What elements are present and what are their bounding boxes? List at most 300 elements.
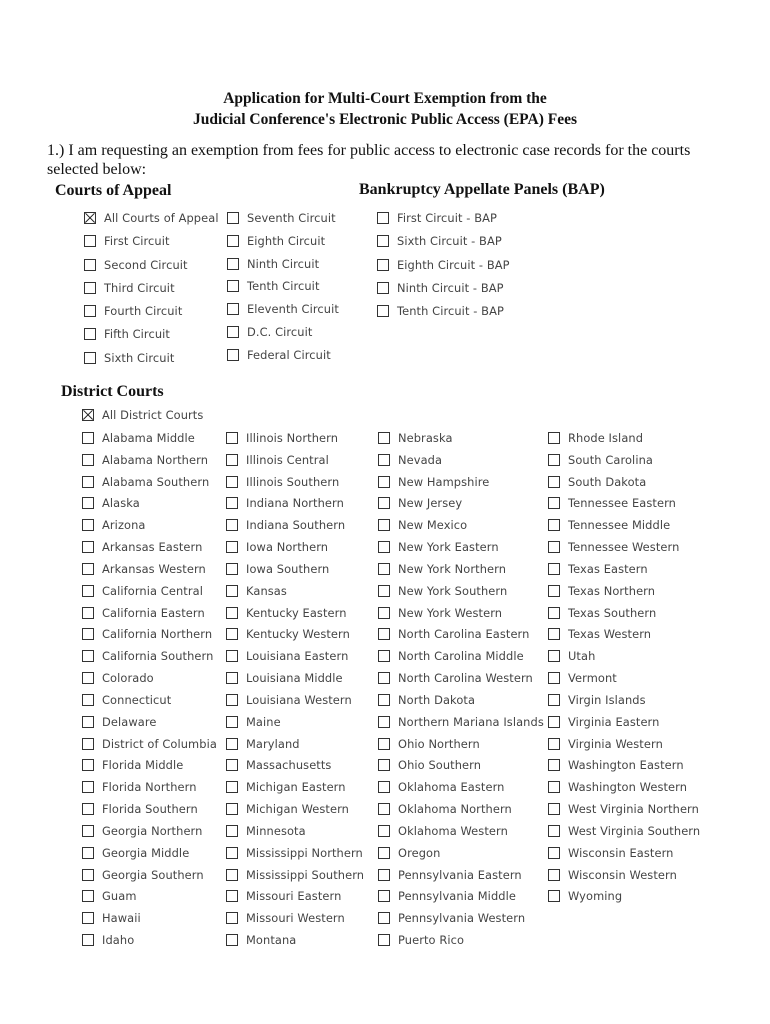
checkbox-icon[interactable] <box>378 476 390 488</box>
court-option-idaho[interactable] <box>82 933 134 947</box>
court-option-label: Idaho <box>102 933 135 948</box>
court-option-all-district-courts[interactable] <box>82 408 203 422</box>
court-option-label: Third Circuit <box>104 281 175 295</box>
court-option-federal-circuit[interactable] <box>227 348 331 362</box>
checkbox-icon[interactable] <box>378 541 390 553</box>
form-title <box>0 88 770 130</box>
court-option-label: North Carolina Western <box>398 671 533 686</box>
court-option-label: California Central <box>102 583 203 598</box>
court-option-virginia-western[interactable] <box>548 737 663 751</box>
checkbox-icon[interactable] <box>548 781 560 793</box>
court-option-connecticut[interactable] <box>82 693 171 707</box>
court-option-label: Washington Eastern <box>568 758 684 773</box>
checkbox-icon[interactable] <box>548 519 560 531</box>
checkbox-icon[interactable] <box>82 759 94 771</box>
court-option-montana[interactable] <box>226 933 296 947</box>
checkbox-icon[interactable] <box>378 934 390 946</box>
court-option-massachusetts[interactable] <box>226 758 331 772</box>
checkbox-icon[interactable] <box>226 912 238 924</box>
court-option-virgin-islands[interactable] <box>548 693 646 707</box>
court-option-label: Ohio Southern <box>398 758 482 773</box>
checkbox-icon[interactable] <box>82 803 94 815</box>
checkbox-icon[interactable] <box>377 305 389 317</box>
checkbox-icon[interactable] <box>548 497 560 509</box>
court-option-wisconsin-western[interactable] <box>548 868 677 882</box>
court-option-oklahoma-northern[interactable] <box>378 802 512 816</box>
checkbox-icon[interactable] <box>548 694 560 706</box>
checkbox-icon[interactable] <box>226 847 238 859</box>
checkbox-icon[interactable] <box>227 212 239 224</box>
court-option-alabama-middle[interactable] <box>82 431 195 445</box>
checkbox-icon[interactable] <box>226 738 238 750</box>
checkbox-icon[interactable] <box>226 585 238 597</box>
district-courts-heading: District Courts <box>61 383 164 400</box>
court-option-north-carolina-middle[interactable] <box>378 649 524 663</box>
court-option-label: Pennsylvania Eastern <box>398 867 522 882</box>
checkbox-icon[interactable] <box>84 259 96 271</box>
court-option-label: Oklahoma Northern <box>398 802 512 817</box>
court-option-wisconsin-eastern[interactable] <box>548 846 674 860</box>
checkbox-icon[interactable] <box>377 235 389 247</box>
checkbox-icon[interactable] <box>84 282 96 294</box>
checkbox-icon[interactable] <box>378 628 390 640</box>
checkbox-icon[interactable] <box>226 628 238 640</box>
court-option-california-southern[interactable] <box>82 649 213 663</box>
checkbox-icon[interactable] <box>226 454 238 466</box>
court-option-guam[interactable] <box>82 889 137 903</box>
court-option-label: Tennessee Eastern <box>568 496 676 511</box>
checkbox-icon[interactable] <box>227 235 239 247</box>
checkbox-icon[interactable] <box>82 672 94 684</box>
court-option-pennsylvania-middle[interactable] <box>378 889 516 903</box>
court-option-label: Utah <box>568 649 596 664</box>
checkbox-icon[interactable] <box>226 541 238 553</box>
checkbox-icon[interactable] <box>378 781 390 793</box>
court-option-alaska[interactable] <box>82 496 140 510</box>
court-option-district-of-columbia[interactable] <box>82 737 217 751</box>
court-option-kentucky-eastern[interactable] <box>226 606 347 620</box>
court-option-label: Georgia Middle <box>102 845 190 860</box>
court-option-south-dakota[interactable] <box>548 475 646 489</box>
court-option-eighth-circuit-bap[interactable] <box>377 258 510 272</box>
checkbox-icon[interactable] <box>82 497 94 509</box>
checkbox-icon[interactable] <box>378 694 390 706</box>
court-option-label: Vermont <box>568 671 617 686</box>
court-option-louisiana-eastern[interactable] <box>226 649 348 663</box>
checkbox-icon[interactable] <box>82 650 94 662</box>
court-option-west-virginia-northern[interactable] <box>548 802 699 816</box>
checkbox-icon[interactable] <box>226 476 238 488</box>
checkbox-icon[interactable] <box>378 912 390 924</box>
court-option-illinois-southern[interactable] <box>226 475 339 489</box>
court-option-missouri-eastern[interactable] <box>226 889 341 903</box>
court-option-oklahoma-eastern[interactable] <box>378 780 504 794</box>
court-option-tenth-circuit-bap[interactable] <box>377 304 504 318</box>
court-option-label: Iowa Southern <box>246 561 330 576</box>
court-option-seventh-circuit[interactable] <box>227 211 336 225</box>
court-option-label: New Hampshire <box>398 474 490 489</box>
checkbox-icon[interactable] <box>548 541 560 553</box>
court-option-fourth-circuit[interactable] <box>84 304 182 318</box>
court-option-label: Mississippi Northern <box>246 845 363 860</box>
checkbox-icon[interactable] <box>548 869 560 881</box>
checkbox-icon[interactable] <box>82 781 94 793</box>
court-option-first-circuit-bap[interactable] <box>377 211 497 225</box>
checkbox-icon[interactable] <box>548 432 560 444</box>
court-option-label: Fifth Circuit <box>104 327 170 341</box>
court-option-utah[interactable] <box>548 649 595 663</box>
court-option-tenth-circuit[interactable] <box>227 279 320 293</box>
court-option-label: North Dakota <box>398 692 476 707</box>
court-option-michigan-western[interactable] <box>226 802 349 816</box>
court-option-label: Eleventh Circuit <box>247 302 339 316</box>
checkbox-icon[interactable] <box>548 738 560 750</box>
court-option-south-carolina[interactable] <box>548 453 653 467</box>
court-option-pennsylvania-eastern[interactable] <box>378 868 522 882</box>
court-option-nebraska[interactable] <box>378 431 453 445</box>
checkbox-icon[interactable] <box>226 803 238 815</box>
court-option-label: Oklahoma Eastern <box>398 780 505 795</box>
checkbox-icon[interactable] <box>548 650 560 662</box>
checkbox-icon[interactable] <box>378 563 390 575</box>
court-option-florida-middle[interactable] <box>82 758 183 772</box>
court-option-eleventh-circuit[interactable] <box>227 302 339 316</box>
court-option-west-virginia-southern[interactable] <box>548 824 700 838</box>
checkbox-icon[interactable] <box>84 352 96 364</box>
court-option-label: California Northern <box>102 627 213 642</box>
court-option-d-c-circuit[interactable] <box>227 325 312 339</box>
court-option-maine[interactable] <box>226 715 281 729</box>
checkbox-icon[interactable] <box>548 607 560 619</box>
checkbox-icon[interactable] <box>548 716 560 728</box>
checkbox-icon[interactable] <box>378 890 390 902</box>
checkbox-icon[interactable] <box>227 258 239 270</box>
court-option-new-york-southern[interactable] <box>378 584 507 598</box>
court-option-label: Second Circuit <box>104 258 188 272</box>
checkbox-icon[interactable] <box>82 628 94 640</box>
court-option-sixth-circuit-bap[interactable] <box>377 234 502 248</box>
court-option-label: Iowa Northern <box>246 540 329 555</box>
checkbox-icon[interactable] <box>82 847 94 859</box>
checkbox-checked-icon[interactable] <box>84 212 96 224</box>
court-option-virginia-eastern[interactable] <box>548 715 659 729</box>
court-option-north-carolina-western[interactable] <box>378 671 533 685</box>
court-option-label: All District Courts <box>102 408 204 422</box>
court-option-label: Wisconsin Western <box>568 867 677 882</box>
court-option-label: Tennessee Western <box>568 540 680 555</box>
court-option-colorado[interactable] <box>82 671 154 685</box>
court-option-tennessee-eastern[interactable] <box>548 496 676 510</box>
court-option-washington-eastern[interactable] <box>548 758 684 772</box>
court-option-indiana-southern[interactable] <box>226 518 345 532</box>
checkbox-icon[interactable] <box>377 259 389 271</box>
checkbox-icon[interactable] <box>82 541 94 553</box>
court-option-third-circuit[interactable] <box>84 281 175 295</box>
court-option-new-mexico[interactable] <box>378 518 467 532</box>
court-option-north-carolina-eastern[interactable] <box>378 627 529 641</box>
court-option-alabama-southern[interactable] <box>82 475 209 489</box>
court-option-alabama-northern[interactable] <box>82 453 208 467</box>
checkbox-icon[interactable] <box>84 328 96 340</box>
checkbox-icon[interactable] <box>378 650 390 662</box>
checkbox-icon[interactable] <box>548 476 560 488</box>
court-option-mississippi-northern[interactable] <box>226 846 363 860</box>
bap-heading: Bankruptcy Appellate Panels (BAP) <box>359 181 605 198</box>
checkbox-icon[interactable] <box>82 432 94 444</box>
court-option-maryland[interactable] <box>226 737 300 751</box>
checkbox-icon[interactable] <box>548 759 560 771</box>
checkbox-icon[interactable] <box>378 497 390 509</box>
checkbox-icon[interactable] <box>378 432 390 444</box>
checkbox-icon[interactable] <box>82 825 94 837</box>
court-option-label: Tennessee Middle <box>568 518 671 533</box>
court-option-label: Kansas <box>246 583 287 598</box>
checkbox-icon[interactable] <box>84 305 96 317</box>
court-option-label: West Virginia Southern <box>568 823 701 838</box>
court-option-new-hampshire[interactable] <box>378 475 489 489</box>
checkbox-icon[interactable] <box>378 825 390 837</box>
court-option-illinois-northern[interactable] <box>226 431 338 445</box>
checkbox-icon[interactable] <box>378 454 390 466</box>
court-option-label: Louisiana Middle <box>246 671 343 686</box>
court-option-label: Eighth Circuit <box>247 234 326 248</box>
court-option-label: Washington Western <box>568 780 688 795</box>
court-option-florida-southern[interactable] <box>82 802 198 816</box>
court-option-arkansas-eastern[interactable] <box>82 540 202 554</box>
checkbox-icon[interactable] <box>82 869 94 881</box>
court-option-northern-mariana-islands[interactable] <box>378 715 544 729</box>
checkbox-icon[interactable] <box>82 519 94 531</box>
checkbox-icon[interactable] <box>226 432 238 444</box>
court-option-oklahoma-western[interactable] <box>378 824 508 838</box>
court-option-label: Kentucky Eastern <box>246 605 347 620</box>
court-option-label: Arkansas Western <box>102 561 206 576</box>
court-option-washington-western[interactable] <box>548 780 687 794</box>
checkbox-icon[interactable] <box>226 890 238 902</box>
court-option-label: D.C. Circuit <box>247 325 313 339</box>
court-option-new-jersey[interactable] <box>378 496 462 510</box>
checkbox-icon[interactable] <box>378 672 390 684</box>
court-option-kentucky-western[interactable] <box>226 627 350 641</box>
court-option-label: Guam <box>102 889 137 904</box>
court-option-label: Ohio Northern <box>398 736 480 751</box>
court-option-north-dakota[interactable] <box>378 693 475 707</box>
checkbox-icon[interactable] <box>226 563 238 575</box>
checkbox-icon[interactable] <box>548 847 560 859</box>
checkbox-icon[interactable] <box>226 869 238 881</box>
court-option-louisiana-middle[interactable] <box>226 671 343 685</box>
court-option-label: South Dakota <box>568 474 647 489</box>
court-option-label: Virgin Islands <box>568 692 646 707</box>
court-option-california-central[interactable] <box>82 584 203 598</box>
court-option-label: Alaska <box>102 496 140 511</box>
checkbox-icon[interactable] <box>548 585 560 597</box>
court-option-label: Federal Circuit <box>247 348 331 362</box>
court-option-label: Minnesota <box>246 823 306 838</box>
checkbox-icon[interactable] <box>226 519 238 531</box>
checkbox-icon[interactable] <box>226 825 238 837</box>
checkbox-icon[interactable] <box>82 890 94 902</box>
court-option-hawaii[interactable] <box>82 911 141 925</box>
court-option-label: Michigan Eastern <box>246 780 346 795</box>
court-option-label: Fourth Circuit <box>104 304 183 318</box>
court-option-wyoming[interactable] <box>548 889 622 903</box>
checkbox-icon[interactable] <box>226 759 238 771</box>
checkbox-icon[interactable] <box>378 738 390 750</box>
court-option-fifth-circuit[interactable] <box>84 327 170 341</box>
court-option-label: Missouri Eastern <box>246 889 342 904</box>
checkbox-icon[interactable] <box>82 607 94 619</box>
court-option-new-york-northern[interactable] <box>378 562 506 576</box>
court-option-mississippi-southern[interactable] <box>226 868 364 882</box>
checkbox-icon[interactable] <box>548 672 560 684</box>
court-option-ninth-circuit-bap[interactable] <box>377 281 504 295</box>
checkbox-icon[interactable] <box>227 303 239 315</box>
court-option-arkansas-western[interactable] <box>82 562 206 576</box>
court-option-all-courts-of-appeal[interactable] <box>84 211 219 225</box>
checkbox-icon[interactable] <box>226 694 238 706</box>
request-statement: 1.) I am requesting an exemption from fees for public access to electronic case records for the courts selected below: <box>47 142 691 178</box>
checkbox-icon[interactable] <box>227 326 239 338</box>
checkbox-icon[interactable] <box>82 585 94 597</box>
court-option-label: California Southern <box>102 649 214 664</box>
court-option-label: Tenth Circuit <box>247 279 320 293</box>
court-option-label: Montana <box>246 933 297 948</box>
checkbox-icon[interactable] <box>226 650 238 662</box>
court-option-label: Florida Middle <box>102 758 184 773</box>
court-option-label: Oklahoma Western <box>398 823 508 838</box>
court-option-first-circuit[interactable] <box>84 234 170 248</box>
court-option-illinois-central[interactable] <box>226 453 329 467</box>
checkbox-icon[interactable] <box>84 235 96 247</box>
checkbox-icon[interactable] <box>377 212 389 224</box>
checkbox-icon[interactable] <box>548 890 560 902</box>
court-option-texas-southern[interactable] <box>548 606 656 620</box>
checkbox-icon[interactable] <box>548 454 560 466</box>
checkbox-icon[interactable] <box>378 847 390 859</box>
court-option-pennsylvania-western[interactable] <box>378 911 525 925</box>
court-option-texas-eastern[interactable] <box>548 562 648 576</box>
checkbox-icon[interactable] <box>82 738 94 750</box>
court-option-sixth-circuit[interactable] <box>84 351 174 365</box>
court-option-new-york-western[interactable] <box>378 606 502 620</box>
checkbox-icon[interactable] <box>82 454 94 466</box>
court-option-puerto-rico[interactable] <box>378 933 464 947</box>
court-option-label: Eighth Circuit - BAP <box>397 258 510 272</box>
court-option-georgia-northern[interactable] <box>82 824 202 838</box>
court-option-label: North Carolina Middle <box>398 649 524 664</box>
checkbox-icon[interactable] <box>82 476 94 488</box>
checkbox-checked-icon[interactable] <box>82 409 94 421</box>
court-option-vermont[interactable] <box>548 671 617 685</box>
court-option-oregon[interactable] <box>378 846 440 860</box>
court-option-georgia-southern[interactable] <box>82 868 204 882</box>
court-option-kansas[interactable] <box>226 584 287 598</box>
court-option-second-circuit[interactable] <box>84 258 188 272</box>
checkbox-icon[interactable] <box>378 803 390 815</box>
court-option-label: Ninth Circuit <box>247 257 320 271</box>
checkbox-icon[interactable] <box>548 825 560 837</box>
court-option-label: Tenth Circuit - BAP <box>397 304 504 318</box>
court-option-label: New Mexico <box>398 518 468 533</box>
court-option-louisiana-western[interactable] <box>226 693 352 707</box>
court-option-minnesota[interactable] <box>226 824 306 838</box>
court-option-florida-northern[interactable] <box>82 780 197 794</box>
checkbox-icon[interactable] <box>548 803 560 815</box>
court-option-california-eastern[interactable] <box>82 606 205 620</box>
court-option-label: Hawaii <box>102 911 141 926</box>
checkbox-icon[interactable] <box>226 672 238 684</box>
checkbox-icon[interactable] <box>82 694 94 706</box>
court-option-label: Alabama Northern <box>102 452 209 467</box>
court-option-label: South Carolina <box>568 452 653 467</box>
court-option-label: Delaware <box>102 714 157 729</box>
court-option-nevada[interactable] <box>378 453 442 467</box>
checkbox-icon[interactable] <box>378 585 390 597</box>
checkbox-icon[interactable] <box>82 563 94 575</box>
court-option-label: Maryland <box>246 736 300 751</box>
checkbox-icon[interactable] <box>227 280 239 292</box>
court-option-ohio-northern[interactable] <box>378 737 480 751</box>
court-option-texas-western[interactable] <box>548 627 651 641</box>
court-option-iowa-southern[interactable] <box>226 562 329 576</box>
court-option-tennessee-middle[interactable] <box>548 518 670 532</box>
court-option-delaware[interactable] <box>82 715 156 729</box>
checkbox-icon[interactable] <box>378 519 390 531</box>
checkbox-icon[interactable] <box>378 716 390 728</box>
courts-of-appeal-heading: Courts of Appeal <box>55 182 172 199</box>
court-option-label: New York Western <box>398 605 503 620</box>
court-option-ohio-southern[interactable] <box>378 758 481 772</box>
court-option-label: Texas Western <box>568 627 652 642</box>
checkbox-icon[interactable] <box>82 716 94 728</box>
court-option-label: Sixth Circuit <box>104 351 175 365</box>
checkbox-icon[interactable] <box>82 912 94 924</box>
checkbox-icon[interactable] <box>226 934 238 946</box>
court-option-ninth-circuit[interactable] <box>227 257 319 271</box>
checkbox-icon[interactable] <box>548 628 560 640</box>
checkbox-icon[interactable] <box>226 781 238 793</box>
checkbox-icon[interactable] <box>226 716 238 728</box>
checkbox-icon[interactable] <box>548 563 560 575</box>
court-option-arizona[interactable] <box>82 518 146 532</box>
court-option-indiana-northern[interactable] <box>226 496 344 510</box>
court-option-missouri-western[interactable] <box>226 911 345 925</box>
checkbox-icon[interactable] <box>378 759 390 771</box>
court-option-label: North Carolina Eastern <box>398 627 530 642</box>
court-option-california-northern[interactable] <box>82 627 212 641</box>
court-option-new-york-eastern[interactable] <box>378 540 499 554</box>
checkbox-icon[interactable] <box>227 349 239 361</box>
checkbox-icon[interactable] <box>82 934 94 946</box>
court-option-iowa-northern[interactable] <box>226 540 328 554</box>
court-option-tennessee-western[interactable] <box>548 540 679 554</box>
court-option-label: Virginia Eastern <box>568 714 660 729</box>
checkbox-icon[interactable] <box>378 607 390 619</box>
checkbox-icon[interactable] <box>378 869 390 881</box>
court-option-rhode-island[interactable] <box>548 431 643 445</box>
checkbox-icon[interactable] <box>377 282 389 294</box>
court-option-georgia-middle[interactable] <box>82 846 189 860</box>
court-option-label: Texas Northern <box>568 583 656 598</box>
court-option-michigan-eastern[interactable] <box>226 780 346 794</box>
court-option-texas-northern[interactable] <box>548 584 655 598</box>
checkbox-icon[interactable] <box>226 497 238 509</box>
court-option-label: Pennsylvania Middle <box>398 889 516 904</box>
court-option-eighth-circuit[interactable] <box>227 234 325 248</box>
checkbox-icon[interactable] <box>226 607 238 619</box>
court-option-label: All Courts of Appeal <box>104 211 219 225</box>
